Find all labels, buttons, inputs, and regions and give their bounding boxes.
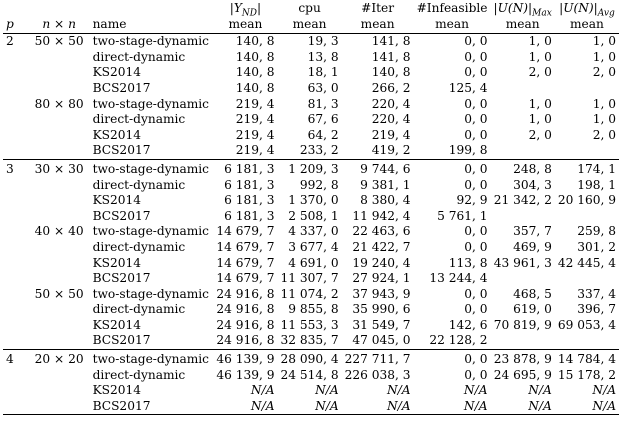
cell-size: 50 × 50 (34, 34, 84, 49)
cell-cpu: 19, 3 (307, 34, 339, 49)
cell-ynd: 46 139, 9 (216, 367, 275, 382)
cell-cpu: N/A (315, 383, 339, 398)
cell-infeasible: 13 244, 4 (429, 271, 488, 286)
table-row (3, 193, 619, 209)
cell-method-name: BCS2017 (92, 143, 151, 158)
cell-method-name: two-stage-dynamic (90, 159, 214, 177)
cell-uavg: 2, 0 (592, 65, 616, 80)
table-row (3, 240, 619, 256)
cell-infeasible: 0, 0 (464, 127, 488, 142)
cell-size (29, 128, 90, 144)
cell-p (3, 399, 29, 415)
cell-umax: 2, 0 (528, 65, 552, 80)
cell-p (3, 302, 29, 318)
cell-size (29, 271, 90, 287)
table-row (3, 34, 619, 50)
cell-infeasible: 125, 4 (448, 80, 488, 95)
cell-uavg: N/A (555, 399, 619, 415)
cell-method-name: BCS2017 (92, 333, 151, 348)
table-row (3, 128, 619, 144)
cell-iter: 35 990, 6 (352, 302, 411, 317)
cell-p (3, 271, 29, 287)
table-row (3, 368, 619, 384)
cell-p (3, 287, 29, 303)
cell-size (29, 193, 90, 209)
cell-umax (491, 333, 555, 349)
cell-cpu: N/A (278, 399, 342, 415)
cell-uavg: 1, 0 (592, 34, 616, 49)
cell-p (3, 178, 29, 194)
cell-iter: 22 463, 6 (352, 224, 411, 239)
cell-p (3, 112, 29, 128)
cell-iter: 21 422, 7 (352, 239, 411, 254)
cell-iter: 47 045, 0 (352, 333, 411, 348)
cell-umax (491, 143, 555, 159)
cell-iter: 27 924, 1 (352, 271, 411, 286)
cell-iter: 37 943, 9 (352, 286, 411, 301)
cell-uavg (555, 81, 619, 97)
cell-infeasible: 0, 0 (464, 65, 488, 80)
table-row (3, 65, 619, 81)
cell-uavg: 1, 0 (592, 49, 616, 64)
header-p: p (3, 17, 29, 34)
cell-method-name: BCS2017 (92, 208, 151, 223)
table-row (3, 50, 619, 66)
cell-iter: 220, 4 (371, 96, 411, 111)
cell-ynd: 140, 8 (235, 34, 275, 49)
table-row (3, 256, 619, 272)
cell-p (3, 383, 29, 399)
cell-size (29, 256, 90, 272)
cell-p (3, 240, 29, 256)
cell-uavg (555, 209, 619, 225)
cell-iter: 19 240, 4 (352, 255, 411, 270)
cell-cpu: 11 074, 2 (280, 286, 339, 301)
cell-ynd: N/A (213, 399, 277, 415)
cell-size: 30 × 30 (29, 159, 90, 177)
cell-size: 40 × 40 (34, 224, 84, 239)
cell-iter: 419, 2 (371, 143, 411, 158)
cell-method-name: direct-dynamic (92, 112, 186, 127)
cell-umax: 1, 0 (528, 49, 552, 64)
cell-uavg: 396, 7 (577, 302, 616, 317)
cell-iter: 227 711, 7 (342, 350, 414, 368)
cell-size (29, 178, 90, 194)
cell-umax: 357, 7 (513, 224, 552, 239)
cell-size: 20 × 20 (29, 350, 90, 368)
table-row (3, 178, 619, 194)
table-row (3, 81, 619, 97)
cell-p: 3 (3, 159, 29, 177)
cell-uavg: 259, 8 (577, 224, 616, 239)
cell-size (29, 333, 90, 349)
cell-ynd: 219, 4 (235, 96, 275, 111)
cell-umax: 1, 0 (528, 96, 552, 111)
cell-method-name: KS2014 (92, 383, 142, 398)
cell-iter: 8 380, 4 (360, 193, 411, 208)
cell-ynd: 140, 8 (235, 80, 275, 95)
cell-uavg: 20 160, 9 (557, 193, 616, 208)
cell-iter: 219, 4 (371, 127, 411, 142)
cell-ynd: 219, 4 (235, 143, 275, 158)
cell-ynd: 6 181, 3 (224, 177, 275, 192)
cell-cpu: 4 691, 0 (288, 255, 339, 270)
cell-p (3, 224, 29, 240)
cell-umax (491, 209, 555, 225)
cell-cpu: 64, 2 (307, 127, 339, 142)
cell-infeasible: 92, 9 (456, 193, 488, 208)
cell-cpu: 18, 1 (307, 65, 339, 80)
cell-umax: N/A (491, 399, 555, 415)
header-row-1 (3, 1, 619, 17)
cell-size (29, 65, 90, 81)
cell-method-name: direct-dynamic (92, 239, 186, 254)
cell-infeasible: 142, 6 (448, 317, 488, 332)
cell-method-name: KS2014 (92, 193, 142, 208)
cell-method-name: direct-dynamic (92, 49, 186, 64)
cell-umax: 1, 0 (528, 112, 552, 127)
cell-ynd: 140, 8 (235, 65, 275, 80)
cell-ynd: 6 181, 3 (213, 159, 277, 177)
cell-size (29, 209, 90, 225)
header-name: name (90, 17, 214, 34)
cell-size (29, 368, 90, 384)
cell-uavg: 15 178, 2 (557, 367, 616, 382)
cell-method-name: two-stage-dynamic (92, 34, 209, 49)
cell-iter: N/A (342, 399, 414, 415)
cell-infeasible: 5 761, 1 (437, 208, 488, 223)
header-uavg-mean: mean (555, 17, 619, 34)
cell-method-name: two-stage-dynamic (92, 224, 209, 239)
cell-size: 50 × 50 (34, 286, 84, 301)
cell-cpu: 11 553, 3 (280, 317, 339, 332)
cell-infeasible: 0, 0 (464, 49, 488, 64)
header-infeasible: #Infeasible (416, 1, 488, 15)
cell-cpu: 63, 0 (307, 80, 339, 95)
cell-ynd: 24 916, 8 (216, 286, 275, 301)
cell-cpu: 9 855, 8 (288, 302, 339, 317)
cell-p: 4 (3, 350, 29, 368)
cell-infeasible: 0, 0 (464, 224, 488, 239)
cell-uavg: 301, 2 (577, 239, 616, 254)
cell-p (3, 193, 29, 209)
header-ynd-mean: mean (213, 17, 277, 34)
header-uavg: $|U(N)|_{Avg}$ (559, 1, 615, 19)
cell-iter: 220, 4 (371, 112, 411, 127)
cell-uavg: 14 784, 4 (555, 350, 619, 368)
header-cpu: cpu (298, 1, 321, 15)
cell-p (3, 65, 29, 81)
header-umax-mean: mean (491, 17, 555, 34)
cell-size (29, 302, 90, 318)
cell-uavg (555, 271, 619, 287)
cell-cpu: 1 370, 0 (288, 193, 339, 208)
cell-size (29, 50, 90, 66)
cell-method-name: direct-dynamic (92, 367, 186, 382)
cell-ynd: 219, 4 (235, 127, 275, 142)
results-table (3, 1, 619, 415)
cell-infeasible: N/A (414, 399, 491, 415)
cell-iter: 9 744, 6 (342, 159, 414, 177)
cell-umax: 23 878, 9 (491, 350, 555, 368)
cell-infeasible: 22 128, 2 (429, 333, 488, 348)
cell-size (29, 240, 90, 256)
table-row (3, 209, 619, 225)
cell-size (29, 112, 90, 128)
header-cpu-mean: mean (278, 17, 342, 34)
table-row (3, 333, 619, 349)
cell-umax: N/A (528, 383, 552, 398)
cell-p (3, 143, 29, 159)
cell-uavg: N/A (592, 383, 616, 398)
cell-p (3, 50, 29, 66)
cell-method-name: direct-dynamic (92, 177, 186, 192)
cell-p (3, 81, 29, 97)
cell-umax: 248, 8 (491, 159, 555, 177)
cell-cpu: 11 307, 7 (280, 271, 339, 286)
table-header (3, 1, 619, 34)
header-n: n × n (29, 17, 90, 34)
cell-uavg: 198, 1 (577, 177, 616, 192)
cell-ynd: 14 679, 7 (216, 255, 275, 270)
cell-ynd: 6 181, 3 (224, 193, 275, 208)
cell-size (29, 383, 90, 399)
cell-ynd: N/A (250, 383, 275, 398)
cell-iter: 31 549, 7 (352, 317, 411, 332)
table-row (3, 224, 619, 240)
cell-infeasible: 0, 0 (414, 159, 491, 177)
cell-cpu: 67, 6 (307, 112, 339, 127)
cell-ynd: 219, 4 (235, 112, 275, 127)
cell-iter: 140, 8 (371, 65, 411, 80)
cell-cpu: 24 514, 8 (280, 367, 339, 382)
cell-ynd: 24 916, 8 (216, 333, 275, 348)
cell-umax: 43 961, 3 (493, 255, 552, 270)
cell-method-name: KS2014 (92, 317, 142, 332)
cell-cpu: 4 337, 0 (288, 224, 339, 239)
cell-cpu: 81, 3 (307, 96, 339, 111)
header-name-blank (90, 1, 214, 17)
cell-size (29, 399, 90, 415)
cell-uavg: 42 445, 4 (557, 255, 616, 270)
table-row (3, 399, 619, 415)
cell-iter: 11 942, 4 (352, 208, 411, 223)
cell-umax (491, 81, 555, 97)
cell-p (3, 209, 29, 225)
cell-ynd: 24 916, 8 (216, 317, 275, 332)
table-row (3, 302, 619, 318)
cell-uavg: 69 053, 4 (557, 317, 616, 332)
cell-infeasible: N/A (463, 383, 488, 398)
header-umax: $|U(N)|_{Max}$ (493, 1, 552, 19)
table-row (3, 112, 619, 128)
cell-umax: 1, 0 (528, 34, 552, 49)
cell-uavg: 174, 1 (555, 159, 619, 177)
cell-method-name: KS2014 (92, 127, 142, 142)
cell-method-name: direct-dynamic (92, 302, 186, 317)
cell-infeasible: 0, 0 (464, 96, 488, 111)
cell-ynd: 46 139, 9 (213, 350, 277, 368)
cell-p (3, 368, 29, 384)
cell-cpu: 3 677, 4 (288, 239, 339, 254)
header-ynd: $|Y_{ND}|$ (229, 1, 262, 19)
cell-umax (491, 271, 555, 287)
cell-infeasible: 199, 8 (448, 143, 488, 158)
cell-infeasible: 0, 0 (464, 112, 488, 127)
table-body (3, 34, 619, 415)
header-n-blank (29, 1, 90, 17)
table-row (3, 97, 619, 113)
cell-size (29, 81, 90, 97)
cell-uavg (555, 333, 619, 349)
cell-cpu: 233, 2 (299, 143, 339, 158)
cell-cpu: 1 209, 3 (278, 159, 342, 177)
cell-uavg: 1, 0 (592, 112, 616, 127)
cell-uavg: 1, 0 (592, 96, 616, 111)
table-row (3, 271, 619, 287)
cell-cpu: 28 090, 4 (278, 350, 342, 368)
cell-umax: 619, 0 (513, 302, 552, 317)
cell-ynd: 14 679, 7 (216, 239, 275, 254)
cell-cpu: 13, 8 (307, 49, 339, 64)
cell-infeasible: 0, 0 (414, 350, 491, 368)
cell-cpu: 992, 8 (299, 177, 339, 192)
cell-method-name: KS2014 (92, 65, 142, 80)
cell-p (3, 333, 29, 349)
cell-infeasible: 0, 0 (464, 239, 488, 254)
table-row (3, 159, 619, 177)
cell-iter: 141, 8 (371, 34, 411, 49)
cell-infeasible: 0, 0 (464, 302, 488, 317)
cell-umax: 469, 9 (513, 239, 552, 254)
cell-umax: 304, 3 (513, 177, 552, 192)
cell-iter: 141, 8 (371, 49, 411, 64)
cell-method-name: BCS2017 (92, 271, 151, 286)
cell-uavg: 337, 4 (577, 286, 616, 301)
cell-p: 2 (6, 34, 14, 49)
cell-ynd: 6 181, 3 (224, 208, 275, 223)
cell-infeasible: 0, 0 (464, 367, 488, 382)
header-row-2 (3, 17, 619, 34)
cell-umax: 21 342, 2 (493, 193, 552, 208)
cell-p (3, 318, 29, 334)
cell-ynd: 24 916, 8 (216, 302, 275, 317)
cell-iter: N/A (386, 383, 411, 398)
table-row (3, 318, 619, 334)
cell-cpu: 32 835, 7 (280, 333, 339, 348)
cell-method-name: two-stage-dynamic (92, 96, 209, 111)
table-row (3, 287, 619, 303)
cell-method-name: two-stage-dynamic (92, 286, 209, 301)
cell-iter: 226 038, 3 (344, 367, 411, 382)
table-row (3, 143, 619, 159)
cell-method-name: BCS2017 (90, 399, 214, 415)
cell-infeasible: 0, 0 (464, 34, 488, 49)
header-iter: #Iter (361, 1, 395, 15)
cell-p (3, 256, 29, 272)
header-infeasible-mean: mean (414, 17, 491, 34)
cell-p (3, 128, 29, 144)
cell-infeasible: 113, 8 (448, 255, 488, 270)
cell-umax: 24 695, 9 (493, 367, 552, 382)
header-iter-mean: mean (342, 17, 414, 34)
cell-method-name: BCS2017 (92, 80, 151, 95)
cell-ynd: 14 679, 7 (216, 271, 275, 286)
cell-ynd: 14 679, 7 (216, 224, 275, 239)
cell-size (29, 143, 90, 159)
cell-umax: 468, 5 (513, 286, 552, 301)
cell-method-name: two-stage-dynamic (90, 350, 214, 368)
table-row (3, 383, 619, 399)
cell-size (29, 318, 90, 334)
cell-infeasible: 0, 0 (464, 177, 488, 192)
cell-umax: 2, 0 (528, 127, 552, 142)
cell-cpu: 2 508, 1 (288, 208, 339, 223)
cell-iter: 266, 2 (371, 80, 411, 95)
cell-size: 80 × 80 (34, 96, 84, 111)
cell-p (3, 97, 29, 113)
cell-infeasible: 0, 0 (464, 286, 488, 301)
cell-iter: 9 381, 1 (360, 177, 411, 192)
cell-umax: 70 819, 9 (493, 317, 552, 332)
header-p-blank (3, 1, 29, 17)
cell-method-name: KS2014 (92, 255, 142, 270)
cell-ynd: 140, 8 (235, 49, 275, 64)
cell-uavg: 2, 0 (592, 127, 616, 142)
cell-uavg (555, 143, 619, 159)
table-row (3, 350, 619, 368)
